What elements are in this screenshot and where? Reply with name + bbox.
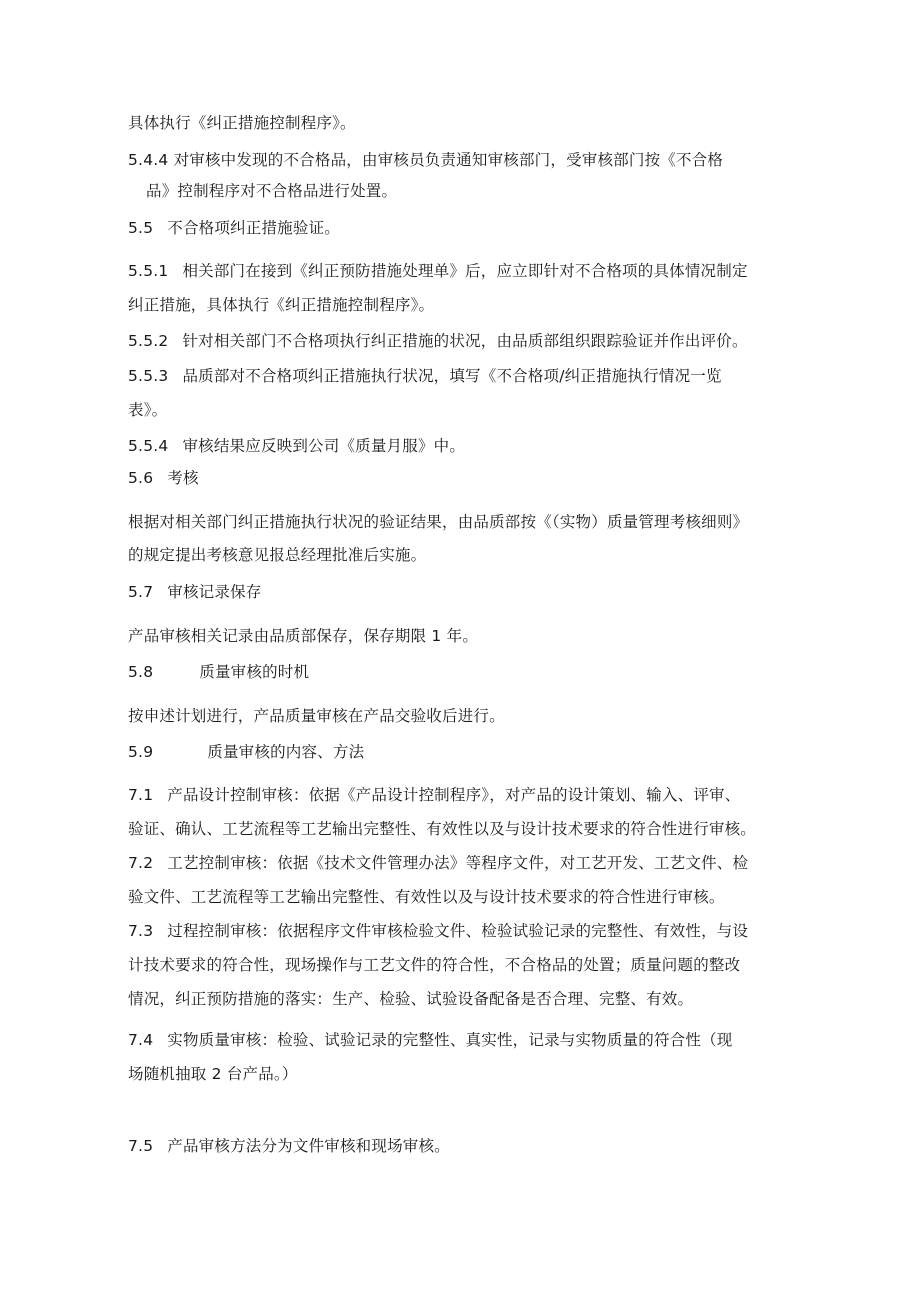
section-text: 过程控制审核：依据程序文件审核检验文件、检验试验记录的完整性、有效性，与设 (167, 922, 749, 940)
section-number: 5.5 (128, 219, 154, 237)
paragraph-line: 验文件、工艺流程等工艺输出完整性、有效性以及与设计技术要求的符合性进行审核。 (128, 888, 725, 906)
paragraph-line: 的规定提出考核意见报总经理批准后实施。 (128, 546, 427, 564)
section-title: 考核 (167, 469, 199, 487)
section-number: 5.6 (128, 469, 154, 487)
section-number: 5.8 (128, 663, 154, 681)
paragraph-line: 场随机抽取 2 台产品。） (128, 1065, 298, 1083)
clause-7-4-line (128, 1030, 732, 1050)
section-number: 7.2 (128, 854, 154, 872)
section-number: 7.4 (128, 1031, 154, 1049)
paragraph-line: 验证、确认、工艺流程等工艺输出完整性、有效性以及与设计技术要求的符合性进行审核。 (128, 820, 757, 838)
section-text: 工艺控制审核：依据《技术文件管理办法》等程序文件，对工艺开发、工艺文件、检 (167, 854, 749, 872)
section-number: 5.5.3 (128, 367, 169, 385)
section-text: 产品设计控制审核：依据《产品设计控制程序》，对产品的设计策划、输入、评审、 (167, 786, 741, 804)
paragraph-line: 根据对相关部门纠正措施执行状况的验证结果，由品质部按《（实物）质量管理考核细则》 (128, 513, 749, 531)
clause-5-5-4-line (128, 436, 465, 456)
clause-5-5-3-line (128, 366, 722, 386)
clause-5-5-1-line (128, 261, 748, 281)
heading-5-5 (128, 218, 340, 238)
heading-5-9 (128, 742, 364, 762)
clause-7-5-line (128, 1136, 450, 1156)
section-text: 实物质量审核：检验、试验记录的完整性、真实性，记录与实物质量的符合性（现 (167, 1031, 733, 1049)
section-number: 5.5.1 (128, 262, 169, 280)
section-title: 质量审核的时机 (199, 663, 310, 681)
section-number: 7.3 (128, 922, 154, 940)
section-number: 7.1 (128, 786, 154, 804)
heading-5-8 (128, 662, 309, 682)
heading-5-7 (128, 582, 261, 602)
paragraph-line: 计技术要求的符合性，现场操作与工艺文件的符合性，不合格品的处置；质量问题的整改 (128, 956, 741, 974)
clause-7-3-line (128, 921, 748, 941)
section-number: 7.5 (128, 1137, 154, 1155)
section-text: 品质部对不合格项纠正措施执行状况，填写《不合格项/纠正措施执行情况一览 (182, 367, 722, 385)
section-number: 5.5.2 (128, 332, 169, 350)
section-text: 相关部门在接到《纠正预防措施处理单》后，应立即针对不合格项的具体情况制定 (182, 262, 748, 280)
paragraph-line: 品》控制程序对不合格品进行处置。 (146, 182, 398, 200)
section-title: 不合格项纠正措施验证。 (167, 219, 340, 237)
paragraph-line: 表》。 (128, 401, 168, 419)
paragraph-line: 按申述计划进行，产品质量审核在产品交验收后进行。 (128, 707, 505, 725)
clause-7-2-line (128, 853, 748, 873)
paragraph-line: 具体执行《纠正措施控制程序》。 (128, 114, 356, 132)
section-number: 5.9 (128, 743, 154, 761)
section-title: 质量审核的内容、方法 (207, 743, 365, 761)
paragraph-line: 情况，纠正预防措施的落实：生产、检验、试验设备配备是否合理、完整、有效。 (128, 990, 694, 1008)
clause-5-4-4-line: 5.4.4 对审核中发现的不合格品，由审核员负责通知审核部门，受审核部门按《不合格 (128, 151, 724, 169)
clause-7-1-line (128, 785, 740, 805)
section-title: 审核记录保存 (167, 583, 262, 601)
section-text: 审核结果应反映到公司《质量月服》中。 (182, 437, 466, 455)
section-text: 产品审核方法分为文件审核和现场审核。 (167, 1137, 450, 1155)
section-number: 5.5.4 (128, 437, 169, 455)
paragraph-line: 纠正措施，具体执行《纠正措施控制程序》。 (128, 296, 435, 314)
paragraph-line: 产品审核相关记录由品质部保存，保存期限 1 年。 (128, 627, 479, 645)
heading-5-6 (128, 468, 199, 488)
clause-5-5-2-line (128, 331, 748, 351)
section-number: 5.7 (128, 583, 154, 601)
section-text: 针对相关部门不合格项执行纠正措施的状况，由品质部组织跟踪验证并作出评价。 (182, 332, 748, 350)
